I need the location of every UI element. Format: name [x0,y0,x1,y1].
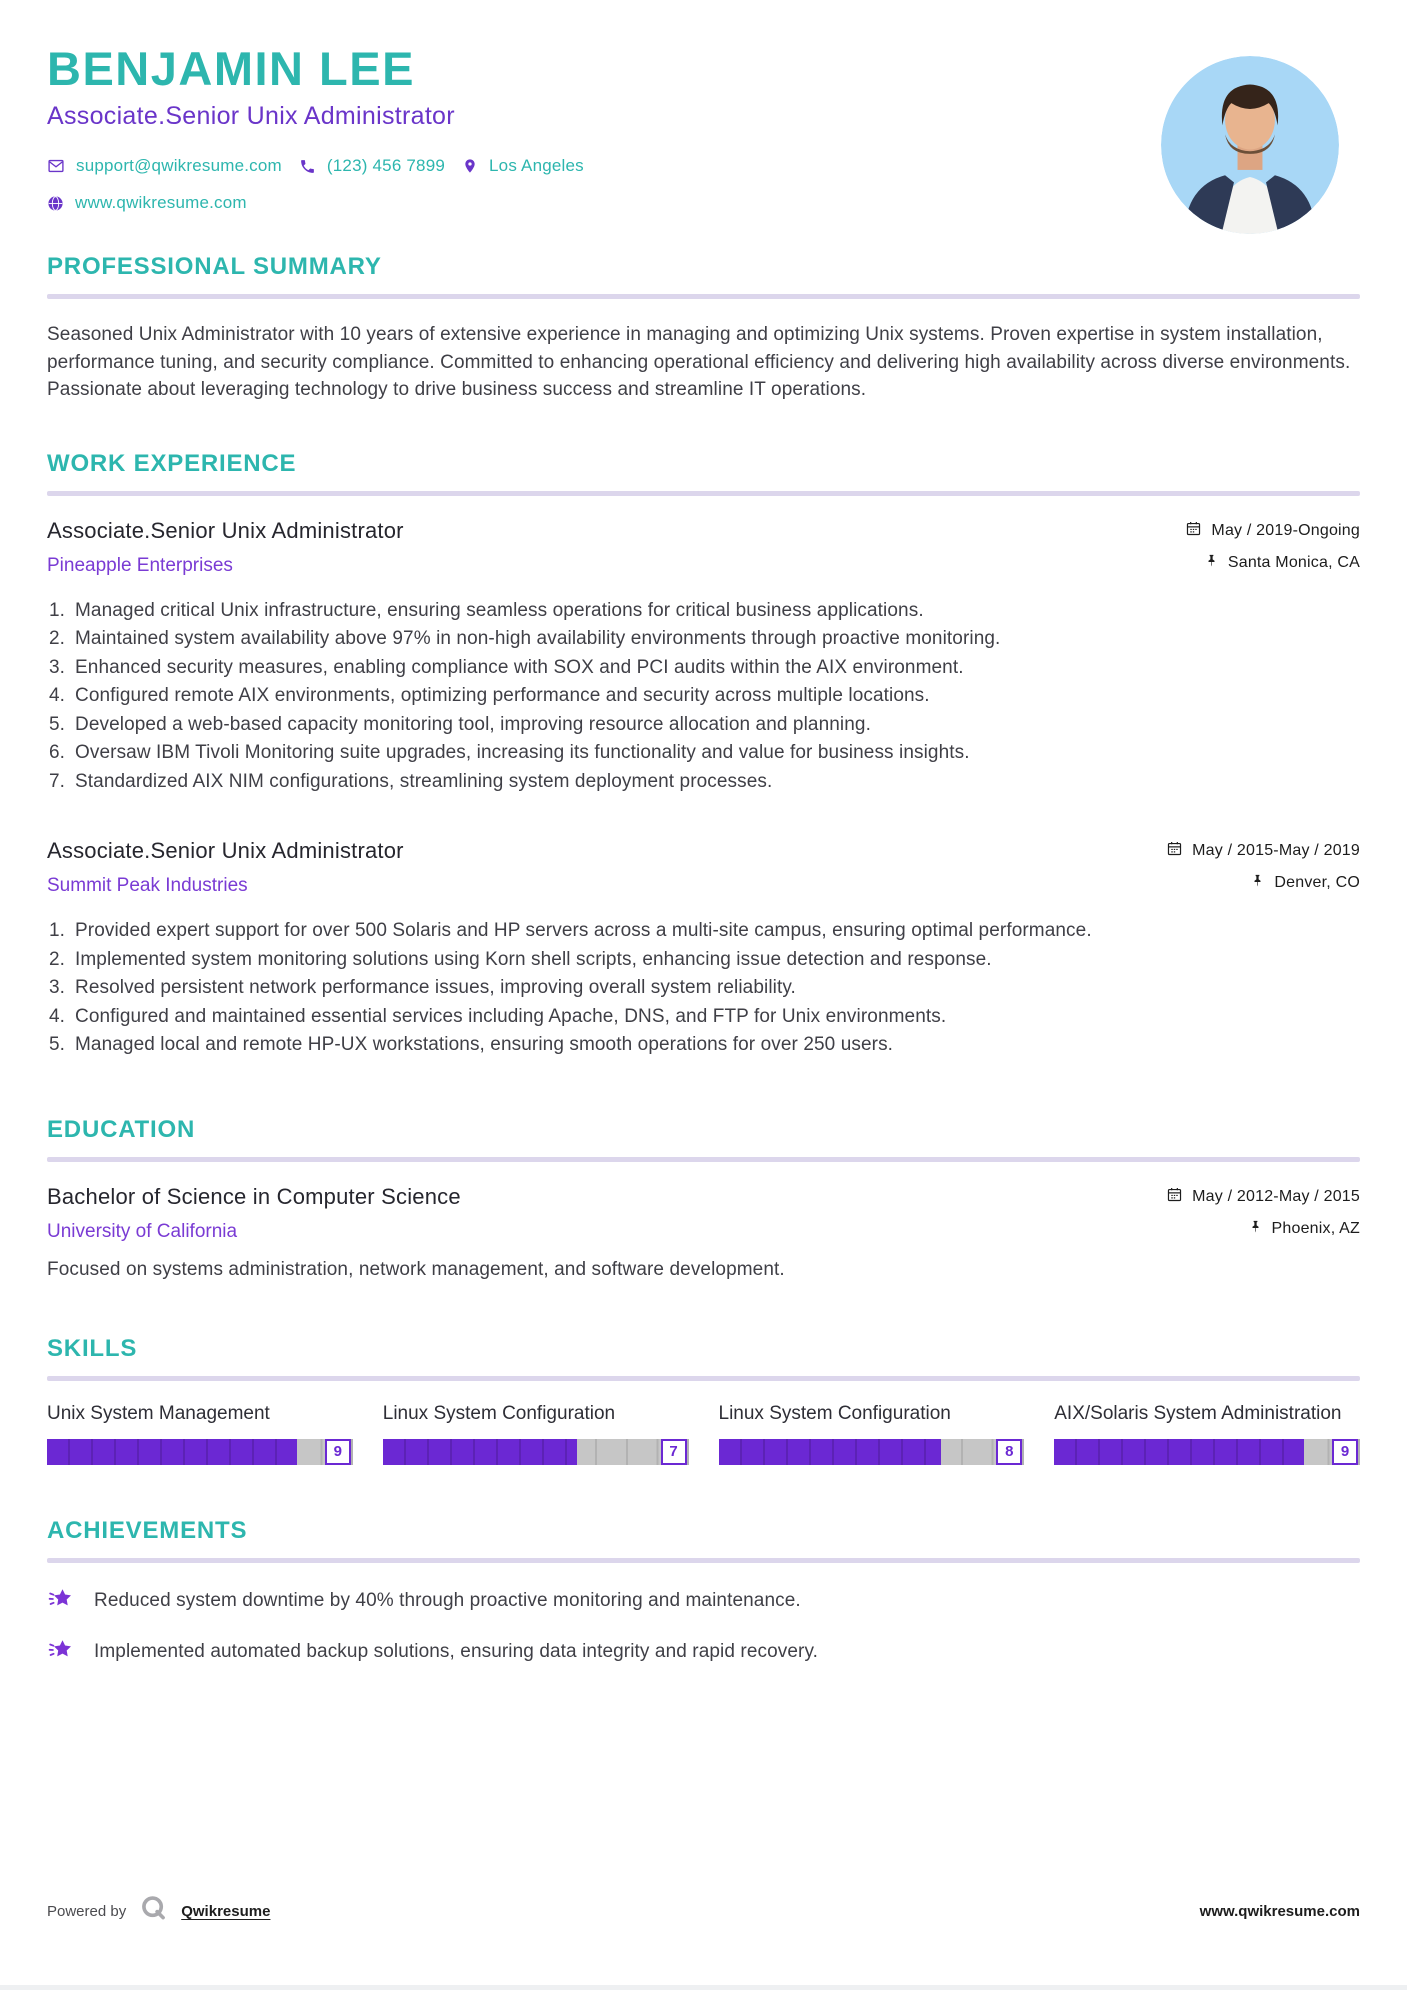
contact-phone[interactable] [299,156,445,176]
job-bullet: Managed local and remote HP-UX workstations, ensuring smooth operations for over 250 users. [75,1034,894,1056]
skill-value-badge: 8 [996,1439,1022,1465]
person-name: BENJAMIN LEE [47,42,415,95]
calendar-icon [1185,520,1202,542]
skill-value-badge: 9 [1332,1439,1358,1465]
calendar-icon [1166,1186,1183,1208]
job-company: Summit Peak Industries [47,875,248,897]
section-education [47,1116,1360,1281]
job-bullet: Resolved persistent network performance issues, improving overall system reliability. [75,977,796,999]
education-description: Focused on systems administration, network management, and software development. [47,1258,785,1280]
skill-label: Linux System Configuration [382,1402,616,1424]
job-entry [47,518,1360,797]
footer-website[interactable]: www.qwikresume.com [1199,1902,1360,1920]
skill-label: Linux System Configuration [718,1402,951,1424]
contact-website[interactable] [47,193,247,213]
qwikresume-link[interactable]: Qwikresume [181,1902,271,1920]
section-divider [47,491,1360,496]
contact-location-text: Los Angeles [489,156,584,176]
achievement-text: Reduced system downtime by 40% through proactive monitoring and maintenance. [94,1590,801,1612]
skill-bar-fill [47,1439,297,1465]
job-entry [47,838,1360,1060]
profile-photo [1161,56,1339,234]
skill-bar [47,1439,353,1465]
qwikresume-logo-icon [138,1893,169,1929]
location-pin-icon [462,158,478,174]
job-bullet-list [47,917,1360,1060]
job-bullet-list [47,597,1360,797]
summary-heading: PROFESSIONAL SUMMARY [47,253,382,281]
calendar-icon [1166,840,1183,862]
header [47,44,1360,213]
job-bullet: Enhanced security measures, enabling compliance with SOX and PCI audits within the AIX environment. [75,656,964,678]
contact-email[interactable] [47,156,282,176]
skill-label: AIX/Solaris System Administration [1054,1402,1342,1424]
skill-bar-fill [1054,1439,1304,1465]
skill-bar [719,1439,1025,1465]
pushpin-icon [1204,553,1219,573]
job-location-text: Denver, CO [1274,874,1360,892]
skill-bar [383,1439,689,1465]
skill-bar-fill [719,1439,941,1465]
education-heading: EDUCATION [47,1115,196,1143]
section-skills [47,1335,1360,1465]
job-bullet: Maintained system availability above 97% in non-high availability environments through proactive monitoring. [75,628,1001,650]
job-title: Associate.Senior Unix Administrator [47,517,404,543]
skill-value-badge: 7 [661,1439,687,1465]
star-badge-icon [47,1585,75,1618]
school-name: University of California [47,1220,238,1242]
section-divider [47,1376,1360,1381]
job-bullet: Oversaw IBM Tivoli Monitoring suite upgrades, increasing its functionality and value for business insights. [75,742,970,764]
section-divider [47,294,1360,299]
person-title: Associate.Senior Unix Administrator [47,102,455,131]
achievements-heading: ACHIEVEMENTS [47,1516,248,1544]
job-bullet: Implemented system monitoring solutions using Korn shell scripts, enhancing issue detection and response. [75,948,992,970]
contact-email-text: support@qwikresume.com [76,156,282,176]
pushpin-icon [1248,1219,1263,1239]
job-bullet: Managed critical Unix infrastructure, ensuring seamless operations for critical business applications. [75,599,924,621]
section-experience [47,450,1360,1060]
job-bullet: Configured and maintained essential services including Apache, DNS, and FTP for Unix environments. [75,1005,947,1027]
education-dates [1166,1186,1360,1208]
section-divider [47,1157,1360,1162]
job-dates-text: May / 2019-Ongoing [1211,521,1360,539]
contact-phone-text: (123) 456 7899 [326,156,446,176]
section-summary [47,253,1360,404]
footer [47,1893,1360,1929]
contact-row-2 [47,193,1360,213]
job-dates-text: May / 2015-May / 2019 [1192,842,1360,860]
education-dates-text: May / 2012-May / 2015 [1192,1187,1360,1205]
degree-title: Bachelor of Science in Computer Science [47,1183,461,1209]
job-dates [1185,520,1360,542]
skill-item [383,1403,689,1465]
skill-item [1054,1403,1360,1465]
summary-text: Seasoned Unix Administrator with 10 years of extensive experience in managing and optimizing Unix systems. Proven expertise in system installation, performance tuning, and security compliance. Committed to enhancing operational efficiency and delivering high availability across diverse environments. Passionate about leveraging technology to drive business success and streamline IT operations. [47,324,1351,401]
job-bullet: Provided expert support for over 500 Solaris and HP servers across a multi-site campus, ensuring optimal performance. [75,920,1092,942]
education-location [1248,1219,1360,1239]
globe-icon [47,195,64,212]
skill-item [719,1403,1025,1465]
contact-website-text: www.qwikresume.com [75,193,247,213]
job-location-text: Santa Monica, CA [1227,553,1360,571]
job-dates [1166,840,1360,862]
page-bottom-edge [0,1985,1407,1990]
job-company: Pineapple Enterprises [47,554,233,576]
section-divider [47,1558,1360,1563]
contact-location [462,156,584,176]
achievement-text: Implemented automated backup solutions, ensuring data integrity and rapid recovery. [94,1641,819,1663]
job-title: Associate.Senior Unix Administrator [47,838,404,864]
job-bullet: Developed a web-based capacity monitoring tool, improving resource allocation and planning. [75,713,871,735]
job-location [1204,553,1360,573]
skill-bar-fill [383,1439,577,1465]
phone-icon [299,158,316,175]
skill-value-badge: 9 [325,1439,351,1465]
achievement-item [47,1636,1360,1669]
job-bullet: Configured remote AIX environments, optimizing performance and security across multiple locations. [75,685,930,707]
star-badge-icon [47,1636,75,1669]
skill-label: Unix System Management [47,1402,270,1424]
skill-item [47,1403,353,1465]
education-location-text: Phoenix, AZ [1271,1219,1360,1237]
experience-heading: WORK EXPERIENCE [47,449,297,477]
email-icon [47,157,65,175]
skills-grid [47,1403,1360,1465]
job-location [1250,873,1360,893]
skills-heading: SKILLS [47,1334,138,1362]
achievement-item [47,1585,1360,1618]
pushpin-icon [1250,873,1265,893]
skill-bar [1054,1439,1360,1465]
section-achievements [47,1517,1360,1669]
powered-by-label: Powered by [47,1902,127,1920]
job-bullet: Standardized AIX NIM configurations, streamlining system deployment processes. [75,770,773,792]
